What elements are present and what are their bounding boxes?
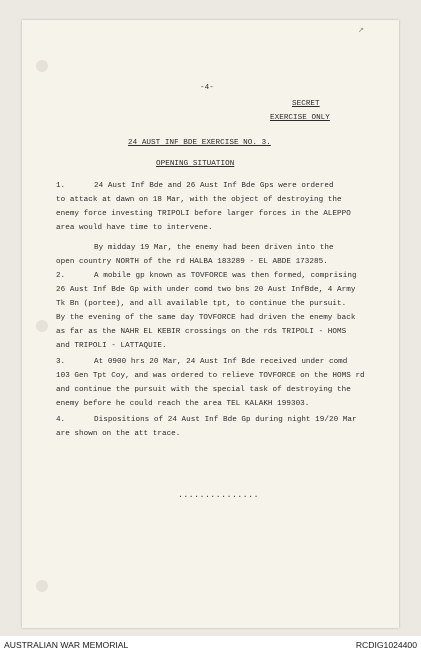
page-number: -4- [200,84,214,92]
body-line: open country NORTH of the rd HALBA 183289 - EL ABDE 173285. [56,258,328,266]
punch-hole [36,320,48,332]
body-line: enemy force investing TRIPOLI before larger forces in the ALEPPO [56,210,351,218]
punch-hole [36,60,48,72]
body-line: area would have time to intervene. [56,224,213,232]
body-line: Dispositions of 24 Aust Inf Bde Gp during night 19/20 Mar [94,416,357,424]
body-line: to attack at dawn on 18 Mar, with the object of destroying the [56,196,342,204]
body-line: By the evening of the same day TOVFORCE had driven the enemy back [56,314,356,322]
archive-footer [0,636,421,654]
exercise-note: EXERCISE ONLY [270,114,330,122]
body-line: 103 Gen Tpt Coy, and was ordered to relieve TOVFORCE on the HOMS rd [56,372,365,380]
archive-name: AUSTRALIAN WAR MEMORIAL [4,640,129,650]
body-line: 24 Aust Inf Bde and 26 Aust Inf Bde Gps were ordered [94,182,334,190]
body-line: are shown on the att trace. [56,430,181,438]
body-line: Tk Bn (portee), and all available tpt, to continue the pursuit. [56,300,347,308]
punch-hole [36,580,48,592]
document-title: 24 AUST INF BDE EXERCISE NO. 3. [128,139,271,147]
body-line: as far as the NAHR EL KEBIR crossings on the rds TRIPOLI - HOMS [56,328,347,336]
paragraph-number: 2. [56,272,66,280]
body-line: and TRIPOLI - LATTAQUIE. [56,342,167,350]
body-line: At 0900 hrs 20 Mar, 24 Aust Inf Bde received under comd [94,358,348,366]
paragraph-number: 4. [56,416,66,424]
pencil-mark: ↗ [358,25,365,36]
body-line: and continue the pursuit with the special task of destroying the [56,386,351,394]
body-line: 26 Aust Inf Bde Gp with under comd two bns 20 Aust InfBde, 4 Army [56,286,356,294]
paragraph-number: 3. [56,358,66,366]
classification: SECRET [292,100,320,108]
document-page [22,20,399,628]
body-line: enemy before he could reach the area TEL KALAKH 199303. [56,400,310,408]
end-marker: ............... [178,491,260,500]
body-line: By midday 19 Mar, the enemy had been driven into the [94,244,334,252]
paragraph-number: 1. [56,182,66,190]
archive-reference: RCDIG1024400 [355,640,417,650]
section-heading: OPENING SITUATION [156,160,235,168]
body-line: A mobile gp known as TOVFORCE was then formed, comprising [94,272,357,280]
